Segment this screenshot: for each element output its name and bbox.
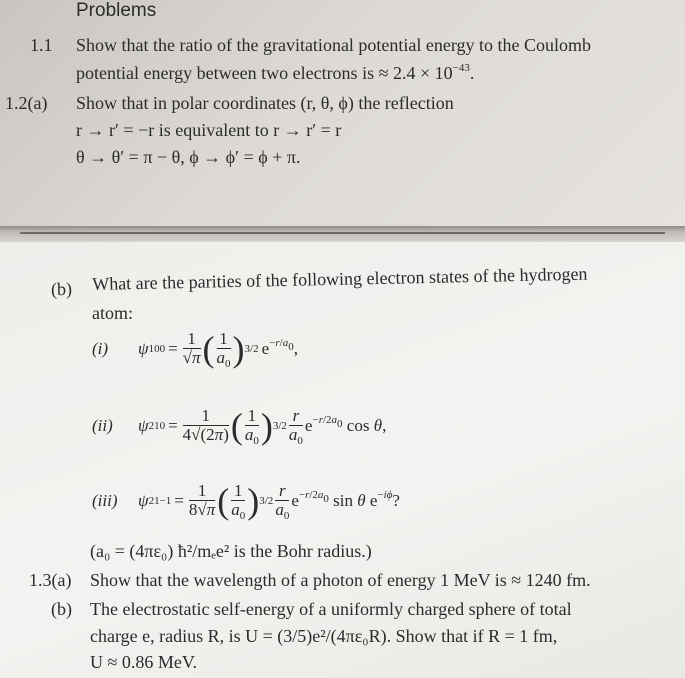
period: . — [469, 63, 475, 83]
problem-1-2b-line-2: atom: — [92, 303, 133, 323]
bohr-radius-note: (a₀ = (4πε₀) ħ²/mₑe² is the Bohr radius.) — [90, 541, 372, 561]
wavefunction-21-1: (iii) ψ 21−1 = $\frac{1}{8√\pi}$ ( $\frac{1}{a_0}$ ) 3/2 $\frac{r}{a_0}$ $e^{-r/2a_0}$ sin θ $e^{-i\phi}$? — [92, 480, 400, 522]
fraction: $\frac{1}{√\pi}$ — [182, 329, 201, 367]
lower-page — [0, 242, 685, 678]
problem-number-1-2b: (b) — [50, 278, 73, 300]
problem-1-2a-line-3: θ → θ′ = π − θ, ϕ → ϕ′ = ϕ + π. — [76, 147, 301, 167]
problem-number-1-3a: 1.3(a) — [29, 570, 72, 590]
item-label-iii: (iii) — [92, 490, 118, 510]
page-rule — [20, 232, 665, 234]
problem-1-3b-line-2: charge e, radius R, is U = (3/5)e²/(4πε₀R). Show that if R = 1 fm, — [90, 626, 558, 646]
wavefunction-100: (i) ψ 100 = $\frac{1}{√\pi}$ ( $\frac{1}{a_0}$ ) 3/2 $e^{-r/a_0}$, — [92, 328, 298, 370]
upper-page — [0, 0, 685, 228]
problem-1-2a-line-2: r → r′ = −r is equivalent to r → r′ = r — [76, 120, 342, 140]
problem-1-2a-line-1: Show that in polar coordinates (r, θ, ϕ) the reflection — [76, 93, 454, 113]
item-label-ii: (ii) — [92, 415, 113, 435]
problem-number-1-2a: 1.2(a) — [5, 93, 48, 113]
problem-number-1-3b: (b) — [51, 599, 72, 619]
psi-symbol: ψ — [138, 338, 149, 358]
problem-1-1-line-2 — [76, 63, 474, 84]
problem-1-2b-line-1: What are the parities of the following electron states of the hydrogen — [92, 263, 588, 294]
page-fold-shadow — [0, 226, 685, 242]
problem-1-1-line-2-text: potential energy between two electrons is ≈ 2.4 × 10 — [76, 63, 453, 83]
psi-symbol: ψ — [138, 490, 149, 510]
wavefunction-210: (ii) ψ 210 = $\frac{1}{4√(2\pi)}$ ( $\frac{1}{a_0}$ ) 3/2 $\frac{r}{a_0}$ $e^{-r/2a_0}$ cos θ, — [92, 405, 387, 447]
problem-number-1-1: 1.1 — [30, 35, 53, 55]
psi-symbol: ψ — [138, 415, 149, 435]
problem-1-3a-line-1: Show that the wavelength of a photon of energy 1 MeV is ≈ 1240 fm. — [90, 570, 591, 590]
problem-1-1-line-1: Show that the ratio of the gravitational potential energy to the Coulomb — [76, 35, 592, 55]
section-heading: Problems — [76, 0, 157, 21]
problem-1-3b-line-3: U ≈ 0.86 MeV. — [90, 652, 198, 672]
exponent: −43 — [452, 62, 470, 74]
problem-1-3b-line-1: The electrostatic self-energy of a uniformly charged sphere of total — [90, 599, 572, 619]
item-label-i: (i) — [92, 338, 109, 358]
